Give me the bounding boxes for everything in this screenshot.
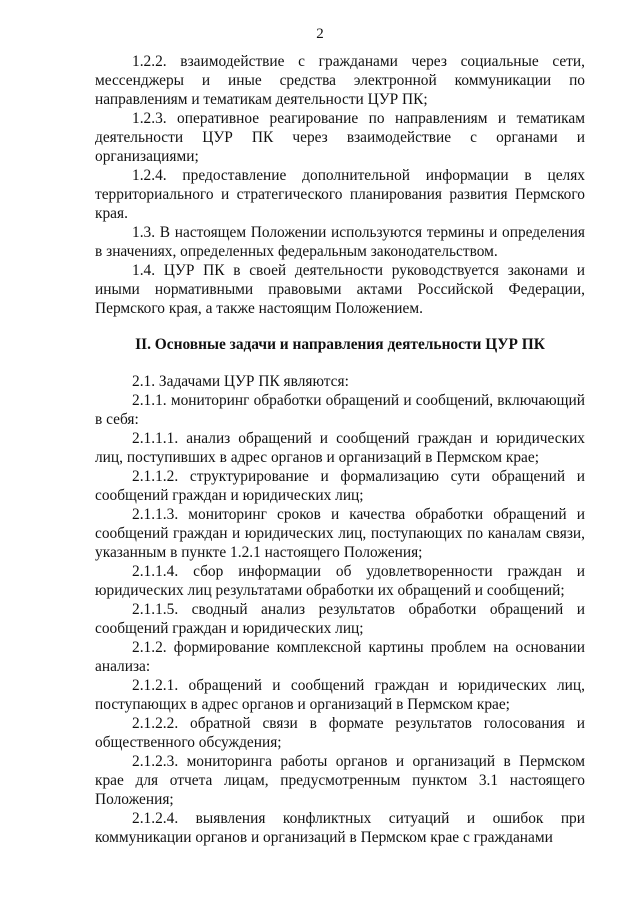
- paragraph-2-1-1-2: 2.1.1.2. структурирование и формализацию сути обращений и сообщений граждан и юридических лиц;: [95, 468, 585, 504]
- section-heading: II. Основные задачи и направления деятельности ЦУР ПК: [135, 336, 545, 353]
- document-body: [95, 52, 585, 847]
- paragraph-1-2-4: 1.2.4. предоставление дополнительной информации в целях территориального и стратегического планирования развития Пермского края.: [95, 167, 585, 222]
- paragraph-1-2-2: 1.2.2. взаимодействие с гражданами через социальные сети, мессенджеры и иные средства электронной коммуникации по направлениям и тематикам деятельности ЦУР ПК;: [95, 53, 585, 108]
- page-number: 2: [316, 26, 324, 42]
- paragraph-1-2-3: 1.2.3. оперативное реагирование по направлениям и тематикам деятельности ЦУР ПК через взаимодействие с органами и организациями;: [95, 110, 585, 165]
- paragraph-1-4: 1.4. ЦУР ПК в своей деятельности руководствуется законами и иными нормативными правовыми актами Российской Федерации, Пермского края, а также настоящим Положением.: [95, 262, 585, 317]
- paragraph-2-1-2-4: 2.1.2.4. выявления конфликтных ситуаций и ошибок при коммуникации органов и организаций в Пермском крае с гражданами: [95, 810, 585, 846]
- paragraph-2-1-2-2: 2.1.2.2. обратной связи в формате результатов голосования и общественного обсуждения;: [95, 715, 585, 751]
- paragraph-2-1-1-3: 2.1.1.3. мониторинг сроков и качества обработки обращений и сообщений граждан и юридических лиц, поступающих по каналам связи, указанным в пункте 1.2.1 настоящего Положения;: [95, 506, 585, 561]
- paragraph-2-1: 2.1. Задачами ЦУР ПК являются:: [132, 373, 349, 390]
- paragraph-2-1-2-1: 2.1.2.1. обращений и сообщений граждан и юридических лиц, поступающих в адрес органов и организаций в Пермском крае;: [95, 677, 585, 713]
- paragraph-2-1-1-1: 2.1.1.1. анализ обращений и сообщений граждан и юридических лиц, поступивших в адрес органов и организаций в Пермском крае;: [95, 430, 585, 466]
- paragraph-2-1-2: 2.1.2. формирование комплексной картины проблем на основании анализа:: [95, 639, 585, 675]
- paragraph-2-1-1-4: 2.1.1.4. сбор информации об удовлетворенности граждан и юридических лиц результатами обработки их обращений и сообщений;: [95, 563, 585, 599]
- paragraph-2-1-2-3: 2.1.2.3. мониторинга работы органов и организаций в Пермском крае для отчета лицам, предусмотренным пунктом 3.1 настоящего Положения;: [95, 753, 585, 808]
- paragraph-2-1-1: 2.1.1. мониторинг обработки обращений и сообщений, включающий в себя:: [95, 392, 585, 428]
- paragraph-1-3: 1.3. В настоящем Положении используются термины и определения в значениях, определенных федеральным законодательством.: [95, 224, 585, 260]
- paragraph-2-1-1-5: 2.1.1.5. сводный анализ результатов обработки обращений и сообщений граждан и юридических лиц;: [95, 601, 585, 637]
